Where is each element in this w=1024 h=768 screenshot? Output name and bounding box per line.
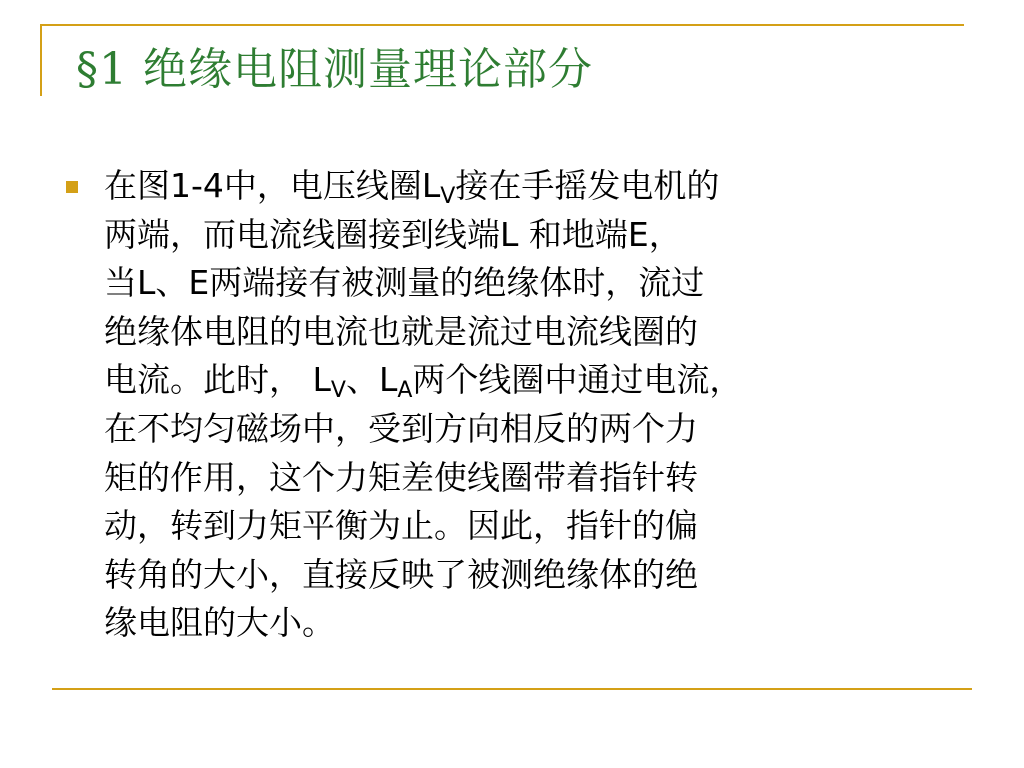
paragraph-line	[104, 454, 964, 503]
text-run: 两端，而电流线圈接到线端L 和地端E，	[104, 214, 682, 254]
subscript: V	[330, 378, 346, 404]
paragraph-line	[104, 356, 964, 405]
bottom-rule	[52, 688, 972, 690]
paragraph-line	[104, 599, 964, 648]
text-run: 、L	[345, 360, 398, 400]
paragraph-line	[104, 259, 964, 308]
text-run: 接在手摇发电机的	[455, 166, 720, 205]
text-run: 在图1-4中，电压线圈L	[104, 166, 441, 205]
text-run: 两个线圈中通过电流，	[412, 360, 743, 400]
top-rule	[40, 24, 964, 26]
text-run: 矩的作用，这个力矩差使线圈带着指针转	[104, 457, 698, 497]
subscript: V	[440, 184, 456, 209]
text-run: 转角的大小，直接反映了被测绝缘体的绝	[104, 554, 698, 594]
paragraph-line	[104, 308, 964, 357]
text-run: 当L、E两端接有被测量的绝缘体时，流过	[104, 263, 705, 303]
text-run: 电流。此时， L	[104, 360, 331, 400]
bullet-square-icon	[66, 181, 78, 193]
slide-title: §1 绝缘电阻测量理论部分	[76, 44, 593, 95]
text-run: 在不均匀磁场中，受到方向相反的两个力	[104, 408, 698, 448]
paragraph-line	[104, 551, 964, 600]
left-rule	[40, 24, 42, 96]
paragraph-line	[104, 405, 964, 454]
text-run: 缘电阻的大小。	[104, 603, 335, 643]
paragraph-line	[104, 502, 964, 551]
paragraph-line	[104, 211, 964, 260]
bullet-paragraph	[104, 162, 964, 648]
subscript: A	[397, 378, 413, 404]
text-run: 绝缘体电阻的电流也就是流过电流线圈的	[104, 311, 698, 351]
paragraph-line	[104, 162, 964, 211]
text-run: 动，转到力矩平衡为止。因此，指针的偏	[104, 506, 698, 546]
